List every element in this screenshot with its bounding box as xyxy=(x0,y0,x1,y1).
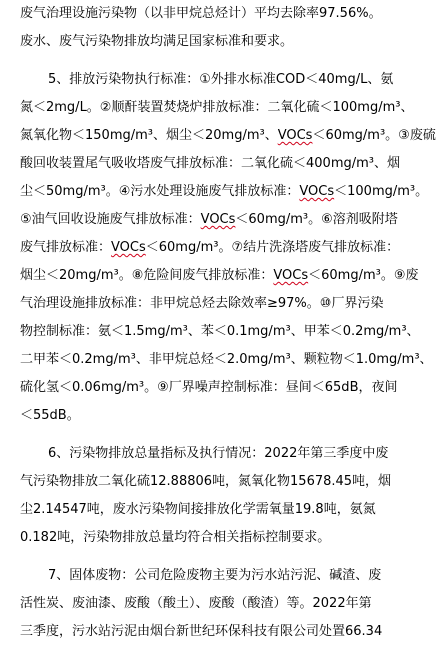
text-line: ＜55dB。 xyxy=(20,408,80,423)
text-line: 尘2.14547吨，废水污染物间接排放化学需氧量19.8吨，氨氮 xyxy=(20,502,376,517)
text-line: 物控制标准：氨＜1.5mg/m³、苯＜0.1mg/m³、甲苯＜0.2mg/m³、 xyxy=(20,324,420,339)
text-line: ⑤油气回收设施废气排放标准：VOCs＜60mg/m³。⑥溶剂吸附塔 xyxy=(20,212,398,227)
text-line: 硫化氢＜0.06mg/m³。⑨厂界噪声控制标准：昼间＜65dB，夜间 xyxy=(20,380,398,395)
spellcheck-mark: VOCs xyxy=(273,268,309,283)
paragraph-gap xyxy=(20,430,419,440)
text-line: 气治理设施排放标准：非甲烷总烃去除效率≥97%。⑩厂界污染 xyxy=(20,296,384,311)
text-line: 0.182吨，污染物排放总量均符合相关指标控制要求。 xyxy=(20,530,331,545)
text-line: 5、排放污染物执行标准：①外排水标准COD＜40mg/L、氨 xyxy=(48,72,394,87)
text-line: 二甲苯＜0.2mg/m³、非甲烷总烃＜2.0mg/m³、颗粒物＜1.0mg/m³、 xyxy=(20,352,433,367)
text-line: 活性炭、废油漆、废酸（酸土）、废酸（酸渣）等。2022年第 xyxy=(20,596,372,611)
text-line: 氮氧化物＜150mg/m³、烟尘＜20mg/m³、VOCs＜60mg/m³。③废硫 xyxy=(20,128,436,143)
text-line: 烟尘＜20mg/m³。⑧危险间废气排放标准：VOCs＜60mg/m³。⑨废 xyxy=(20,268,419,283)
text-line: 7、固体废物：公司危险废物主要为污水站污泥、碱渣、废 xyxy=(48,568,382,583)
text-line: 氮＜2mg/L。②顺酐装置焚烧炉排放标准：二氧化硫＜100mg/m³、 xyxy=(20,100,414,115)
text-line: 6、污染物排放总量指标及执行情况：2022年第三季度中废 xyxy=(48,446,389,461)
paragraph-gap xyxy=(20,552,419,562)
spellcheck-mark: VOCs xyxy=(111,240,146,255)
text-line: 废水、废气污染物排放均满足国家标准和要求。 xyxy=(20,34,294,49)
text-line: 尘＜50mg/m³。④污水处理设施废气排放标准：VOCs＜100mg/m³。 xyxy=(20,184,429,199)
text-line: 气污染物排放二氧化硫12.88806吨，氮氧化物15678.45吨，烟 xyxy=(20,474,392,489)
text-line: 三季度，污水站污泥由烟台新世纪环保科技有限公司处置66.34 xyxy=(20,624,383,639)
spellcheck-mark: VOCs xyxy=(277,128,313,143)
paragraph-gap xyxy=(20,56,419,66)
text-line: 废气排放标准：VOCs＜60mg/m³。⑦结片洗涤塔废气排放标准： xyxy=(20,240,400,255)
spellcheck-mark: VOCs xyxy=(200,212,236,227)
spellcheck-mark: VOCs xyxy=(299,184,335,199)
text-line: 废气治理设施污染物（以非甲烷总烃计）平均去除率97.56%。 xyxy=(20,6,382,21)
text-line: 酸回收装置尾气吸收塔废气排放标准：二氧化硫＜400mg/m³、烟 xyxy=(20,156,400,171)
